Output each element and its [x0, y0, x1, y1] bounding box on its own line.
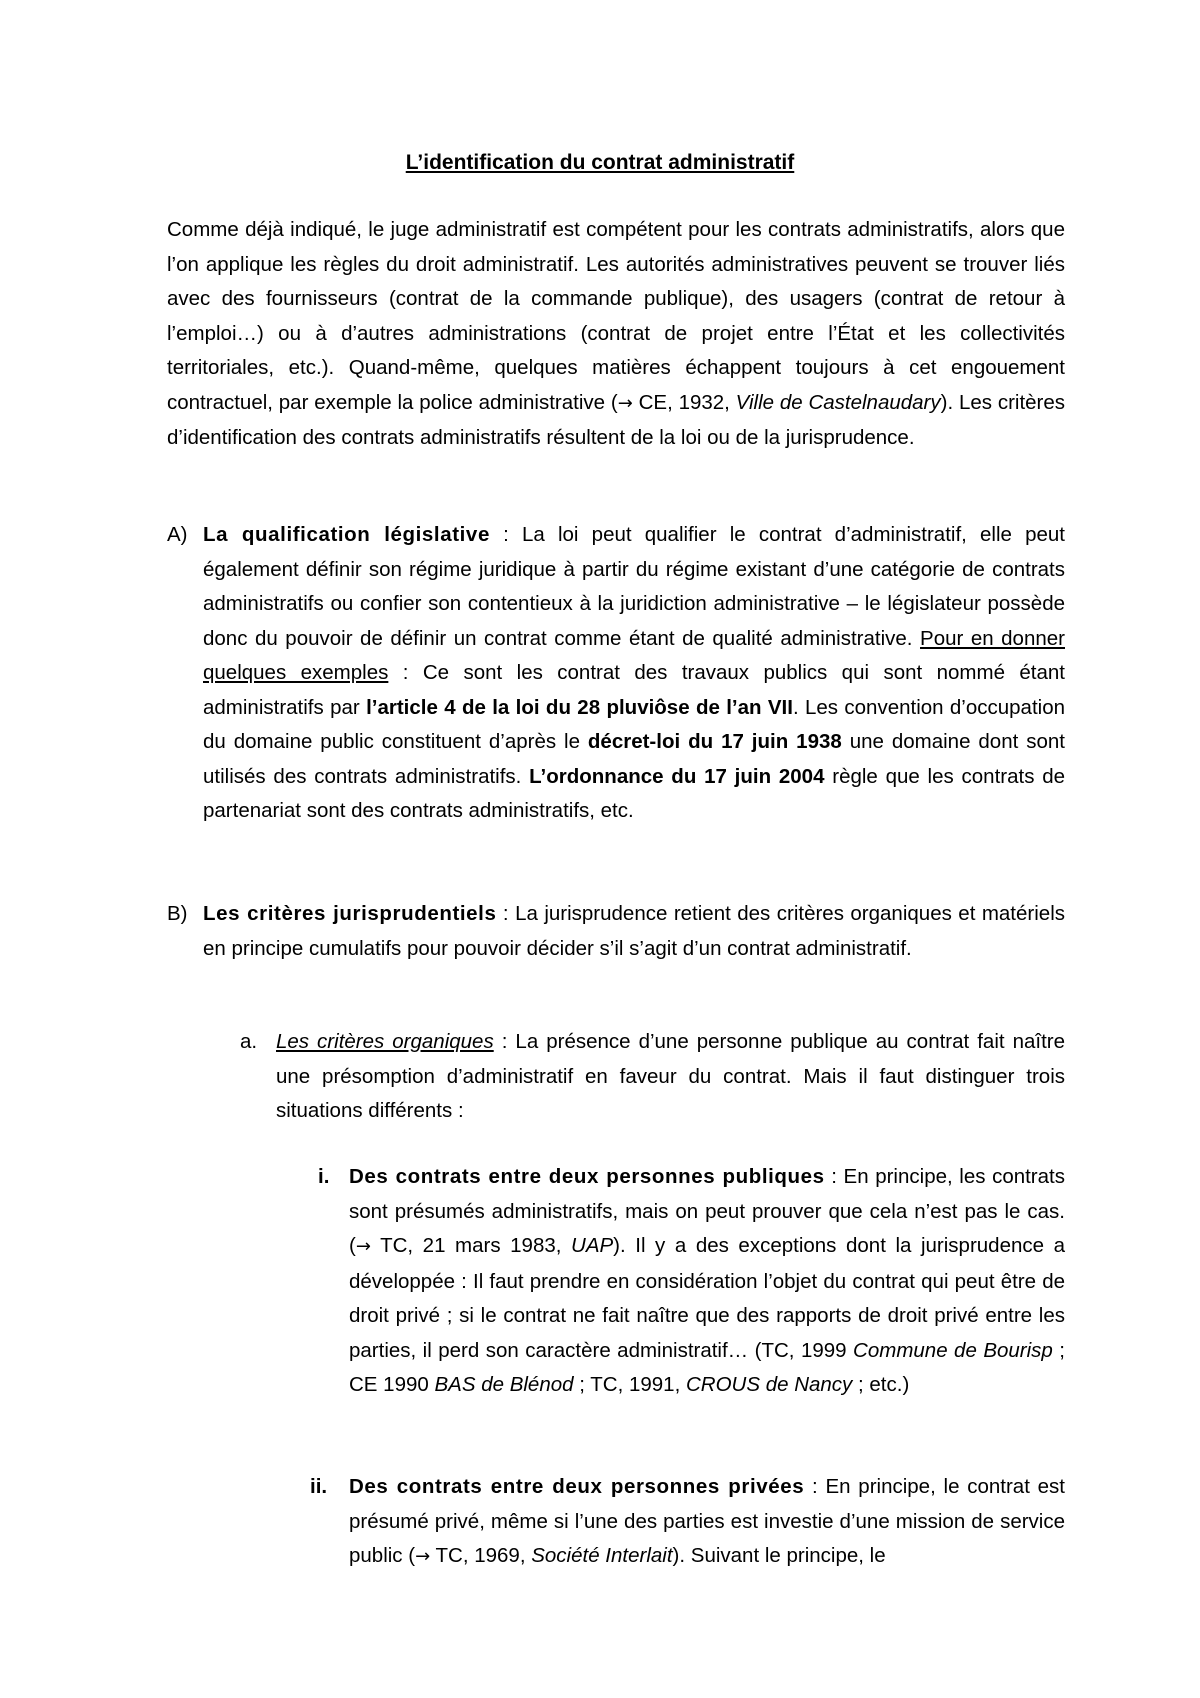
item-i-paragraph [349, 1160, 1065, 1403]
case-citation: Commune de Bourisp [853, 1338, 1053, 1362]
intro-text: CE, 1932, [632, 390, 736, 414]
section-b-text: : La jurisprudence retient des critères organiques et matériels en principe cumulatifs pour pouvoir décider s’il s’agit d’un contrat administratif. [203, 902, 1065, 960]
item-marker-ii: ii. [310, 1475, 328, 1498]
section-a-text: une domaine dont sont utilisés des contrats administratifs. [203, 730, 1065, 788]
section-marker-a: A) [167, 523, 188, 546]
case-citation: BAS de Blénod [434, 1373, 574, 1396]
item-marker-i: i. [318, 1165, 330, 1188]
case-citation: Société Interlait [531, 1544, 673, 1567]
section-a-text: : Ce sont les contrat des travaux publics qui sont nommé étant administratifs par [203, 661, 1065, 719]
intro-text: ). Les critères d’identification des contrats administratifs résultent de la loi ou de la jurisprudence. [167, 390, 1066, 449]
section-b-paragraph [203, 897, 1065, 966]
arrow-right-icon: → [355, 1236, 371, 1257]
section-a-text: . Les convention d’occupation du domaine public constituent d’après le [203, 695, 1066, 753]
item-i-text: ; etc.) [852, 1373, 910, 1396]
law-reference: l’article 4 de la loi du 28 pluviôse de l’an VII [366, 695, 793, 719]
item-i-text: : En principe, les contrats sont présumés administratifs, mais on peut prouver que cela n’est pas le cas. ( [349, 1165, 1065, 1257]
item-i-text: ; TC, 1991, [573, 1373, 686, 1396]
document-title: L’identification du contrat administratif [405, 151, 795, 174]
item-i-heading: Des contrats entre deux personnes publiques [349, 1165, 825, 1188]
section-marker-b: B) [167, 902, 188, 925]
law-reference: décret-loi du 17 juin 1938 [587, 730, 842, 753]
item-i-text: ; CE 1990 [349, 1338, 1065, 1396]
arrow-right-icon: → [617, 392, 633, 414]
item-ii-heading: Des contrats entre deux personnes privées [349, 1475, 805, 1498]
subsection-a-text: : La présence d’une personne publique au contrat fait naître une présomption d’administratif en faveur du contrat. Mais il faut distinguer trois situations différents : [276, 1030, 1066, 1122]
section-a-paragraph [203, 518, 1065, 829]
item-i-text: TC, 21 mars 1983, [370, 1234, 572, 1257]
section-a-text: règle que les contrats de partenariat sont des contrats administratifs, etc. [203, 764, 1066, 822]
section-b-heading: Les critères jurisprudentiels [203, 902, 497, 925]
law-reference: L’ordonnance du 17 juin 2004 [529, 764, 825, 788]
item-ii-text: TC, 1969, [430, 1544, 532, 1567]
section-a-heading: La qualification législative [203, 523, 490, 546]
subsection-a-paragraph [276, 1025, 1065, 1129]
case-citation: UAP [571, 1234, 614, 1257]
subsection-marker-a: a. [240, 1030, 258, 1053]
section-a-text: : La loi peut qualifier le contrat d’administratif, elle peut également définir son régime juridique à partir du régime existant d’une catégorie de contrats administratifs ou confier son contentieux à la juridiction administrative – le législateur possède donc du pouvoir de définir un contrat comme étant de qualité administrative. [203, 523, 1066, 650]
case-citation: Ville de Castelnaudary [735, 390, 941, 414]
examples-label: Pour en donner quelques exemples [203, 626, 1065, 684]
intro-paragraph [167, 213, 1065, 456]
case-citation: CROUS de Nancy [685, 1373, 853, 1396]
item-ii-text: ). Suivant le principe, le [672, 1544, 886, 1567]
item-i-text: ). Il y a des exceptions dont la jurisprudence a développée : Il faut prendre en considération l’objet du contrat qui peut être de droit privé ; si le contrat ne fait naître que des rapports de droit privé entre les parties, il perd son caractère administratif… (TC, 1999 [349, 1234, 1065, 1362]
item-ii-text: : En principe, le contrat est présumé privé, même si l’une des parties est investie d’une mission de service public ( [349, 1475, 1065, 1567]
intro-text: Comme déjà indiqué, le juge administratif est compétent pour les contrats administratifs, alors que l’on applique les règles du droit administratif. Les autorités administratives peuvent se trouver liés avec des fournisseurs (contrat de la commande publique), des usagers (contrat de retour à l’emploi…) ou à d’autres administrations (contrat de projet entre l’État et les collectivités territoriales, etc.). Quand-même, quelques matières échappent toujours à cet engouement contractuel, par exemple la police administrative ( [167, 218, 1065, 414]
item-ii-paragraph [349, 1470, 1065, 1575]
subsection-a-heading: Les critères organiques [276, 1030, 494, 1053]
arrow-right-icon: → [415, 1546, 431, 1567]
